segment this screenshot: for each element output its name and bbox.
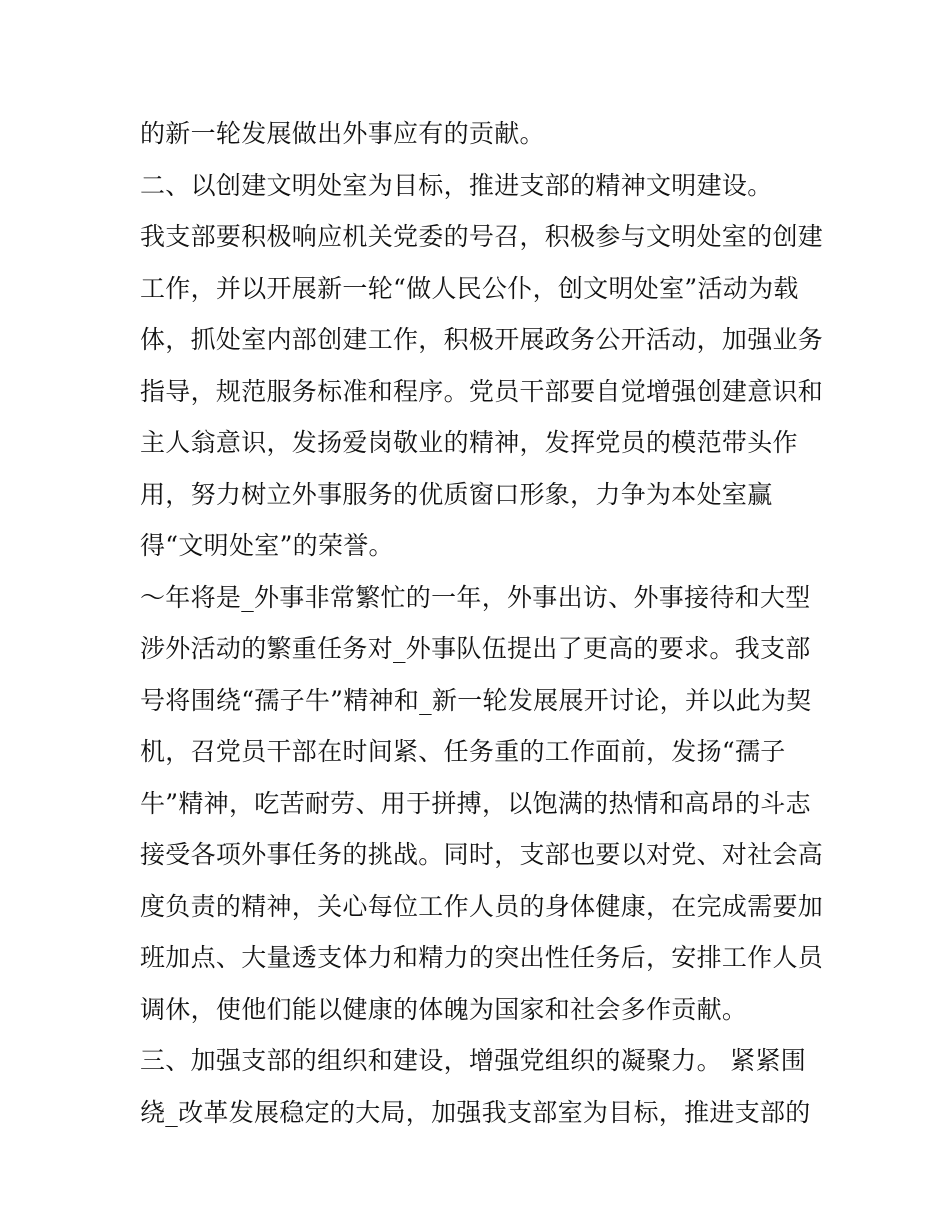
text-line: 指导，规范服务标准和程序。党员干部要自觉增强创建意识和 <box>140 376 824 406</box>
text-line: 用，努力树立外事服务的优质窗口形象，力争为本处室赢 <box>140 479 773 509</box>
text-line: 涉外活动的繁重任务对_外事队伍提出了更高的要求。我支部 <box>140 634 811 663</box>
text-line: 我支部要积极响应机关党委的号召，积极参与文明处室的创建 <box>140 222 824 251</box>
text-line: 牛”精神，吃苦耐劳、用于拼搏，以饱满的热情和高昂的斗志 <box>140 788 811 818</box>
text-line: 得“文明处室”的荣誉。 <box>140 531 394 560</box>
text-line: 调休，使他们能以健康的体魄为国家和社会多作贡献。 <box>140 994 748 1024</box>
text-line: 班加点、大量透支体力和精力的突出性任务后，安排工作人员 <box>140 943 824 972</box>
text-line: 接受各项外事任务的挑战。同时，支部也要以对党、对社会高 <box>140 840 824 869</box>
text-line: 绕_改革发展稳定的大局，加强我支部室为目标，推进支部的 <box>140 1097 811 1127</box>
text-line: 度负责的精神，关心每位工作人员的身体健康，在完成需要加 <box>140 891 824 921</box>
text-line: 的新一轮发展做出外事应有的贡献。 <box>140 119 545 148</box>
text-line: ～年将是_外事非常繁忙的一年，外事出访、外事接待和大型 <box>140 582 811 612</box>
section-heading: 二、以创建文明处室为目标，推进支部的精神文明建设。 <box>140 170 773 200</box>
text-line: 工作，并以开展新一轮“做人民公仆，创文明处室”活动为载 <box>140 273 799 303</box>
text-line: 号将围绕“孺子牛”精神和_新一轮发展展开讨论，并以此为契 <box>140 685 812 715</box>
text-line: 主人翁意识，发扬爱岗敬业的精神，发挥党员的模范带头作 <box>140 428 798 457</box>
text-line: 机，召党员干部在时间紧、任务重的工作面前，发扬“孺子 <box>140 737 786 766</box>
section-heading: 三、加强支部的组织和建设，增强党组织的凝聚力。 紧紧围 <box>140 1046 807 1075</box>
text-line: 体，抓处室内部创建工作，积极开展政务公开活动，加强业务 <box>140 325 824 354</box>
body-text <box>140 108 824 1138</box>
